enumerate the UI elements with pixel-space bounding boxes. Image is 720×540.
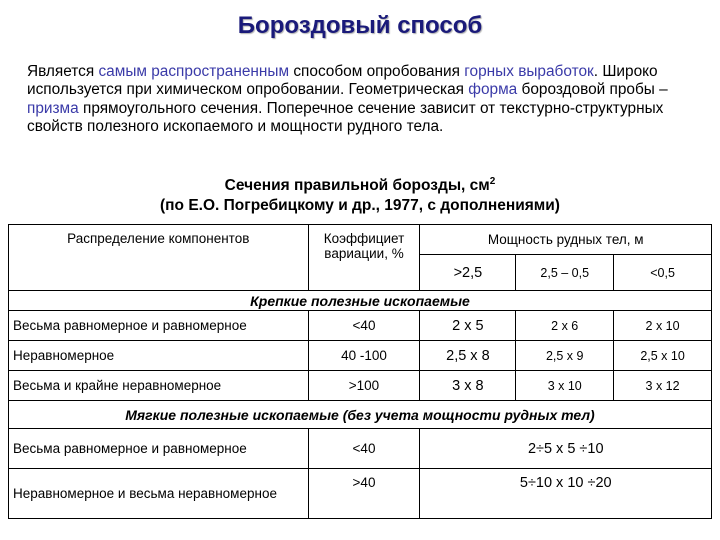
table-row xyxy=(9,469,712,519)
section-row-1 xyxy=(9,291,712,311)
para-text-1: Является xyxy=(27,63,99,80)
row-c3: 2,5 x 10 xyxy=(614,341,712,371)
row-c2: 2 x 6 xyxy=(516,311,614,341)
caption-text: Сечения правильной борозды, см xyxy=(224,177,490,195)
table-row xyxy=(9,341,712,371)
row-c1: 2,5 x 8 xyxy=(420,341,516,371)
caption-line-2: (по Е.О. Погребицкому и др., 1977, с дополнениями) xyxy=(160,197,560,215)
para-text-3: . Широко используется при химическом опробовании. Геометрическая xyxy=(27,63,658,99)
header-thick-3: <0,5 xyxy=(614,255,712,291)
para-highlight-1: самым распространенным xyxy=(98,63,290,80)
row-coef: 40 -100 xyxy=(308,341,420,371)
row-name: Весьма равномерное и равномерное xyxy=(9,429,309,469)
row-c3: 2 x 10 xyxy=(614,311,712,341)
row-name: Неравномерное и весьма неравномерное xyxy=(9,469,309,519)
para-highlight-3: форма xyxy=(468,81,518,99)
caption-sup: 2 xyxy=(489,176,496,187)
row-coef: >100 xyxy=(308,371,420,401)
header-thick-1: >2,5 xyxy=(420,255,516,291)
slide-title: Бороздовый способ xyxy=(237,12,483,39)
caption-line-1 xyxy=(0,172,720,196)
para-text-4: бороздовой пробы – xyxy=(517,81,668,99)
section-hard: Крепкие полезные ископаемые xyxy=(9,291,712,311)
row-value: 2÷5 x 5 ÷10 xyxy=(420,429,712,469)
row-c2: 2,5 x 9 xyxy=(516,341,614,371)
para-highlight-2: горных выработок xyxy=(464,63,594,80)
table-row xyxy=(9,371,712,401)
row-c3: 3 x 12 xyxy=(614,371,712,401)
row-coef: <40 xyxy=(308,311,420,341)
row-name: Весьма и крайне неравномерное xyxy=(9,371,309,401)
section-row-2 xyxy=(9,401,712,429)
row-c1: 2 x 5 xyxy=(420,311,516,341)
row-coef: <40 xyxy=(308,429,420,469)
header-thickness: Мощность рудных тел, м xyxy=(420,225,712,255)
para-text-5: прямоугольного сечения. Поперечное сечение зависит от текстурно-структурных свойств полезного ископаемого и мощности рудного тела. xyxy=(27,99,664,136)
row-c2: 3 x 10 xyxy=(516,371,614,401)
groove-section-table xyxy=(8,224,712,519)
intro-paragraph xyxy=(27,63,699,137)
para-text-2: способом опробования xyxy=(289,63,465,80)
header-coef: Коэффициет вариации, % xyxy=(308,225,420,291)
row-name: Весьма равномерное и равномерное xyxy=(9,311,309,341)
row-coef: >40 xyxy=(308,469,420,519)
table-caption xyxy=(0,172,720,216)
table-row xyxy=(9,311,712,341)
header-row xyxy=(9,225,712,255)
header-components: Распределение компонентов xyxy=(9,225,309,291)
row-value: 5÷10 x 10 ÷20 xyxy=(420,469,712,519)
header-thick-2: 2,5 – 0,5 xyxy=(516,255,614,291)
row-c1: 3 x 8 xyxy=(420,371,516,401)
row-name: Неравномерное xyxy=(9,341,309,371)
section-soft: Мягкие полезные ископаемые (без учета мощности рудных тел) xyxy=(9,401,712,429)
para-highlight-4: призма xyxy=(27,99,79,117)
table-row xyxy=(9,429,712,469)
